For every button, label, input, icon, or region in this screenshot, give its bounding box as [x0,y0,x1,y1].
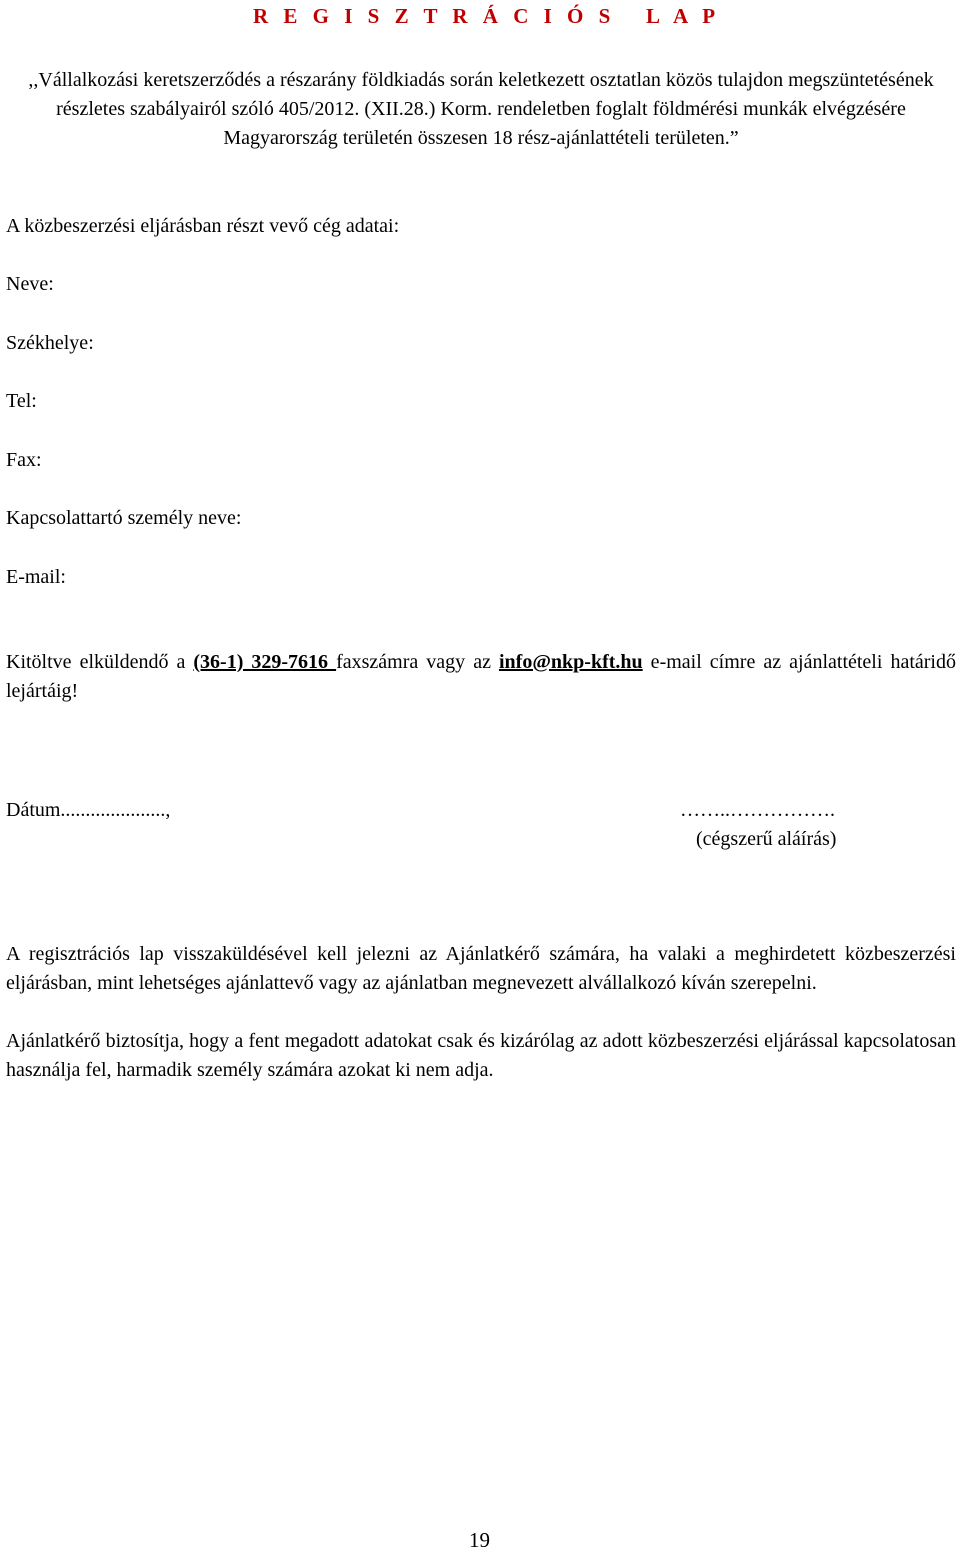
contract-subject: ,,Vállalkozási keretszerződés a részarány földkiadás során keletkezett osztatlan közös tulajdon megszüntetésének részletes szabályairól szóló 405/2012. (XII.28.) Korm. rendeletben foglalt földmérési munkák elvégzésére Magyarország területén összesen 18 rész-ajánlattételi területen.” [28,69,934,149]
company-data-heading: A közbeszerzési eljárásban részt vevő cég adatai: [6,215,400,237]
date-field: Dátum....................., [6,799,171,821]
field-fax-label: Fax: [6,449,42,471]
field-contact-label: Kapcsolattartó személy neve: [6,507,242,529]
send-instructions [6,648,956,706]
field-email-label: E-mail: [6,566,66,588]
signature-line: ……..……………. [680,799,835,821]
fax-number: (36-1) 329-7616 [193,651,337,673]
send-text-part3: e-mail címre az ajánlattételi határidő lejártáig! [6,651,956,702]
send-text-part2: faxszámra vagy az [336,651,499,673]
field-seat-label: Székhelye: [6,332,94,354]
page-number: 19 [469,1528,490,1552]
page-title: R E G I S Z T R Á C I Ó S L A P [253,4,721,28]
notice-paragraph-2: Ajánlatkérő biztosítja, hogy a fent megadott adatokat csak és kizárólag az adott közbeszerzési eljárással kapcsolatosan használja fel, harmadik személy számára azokat ki nem adja. [6,1030,956,1081]
email-address-link[interactable]: info@nkp-kft.hu [498,651,643,673]
field-tel-label: Tel: [6,390,37,412]
notice-paragraph-1: A regisztrációs lap visszaküldésével kell jelezni az Ajánlatkérő számára, ha valaki a meghirdetett közbeszerzési eljárásban, mint lehetséges ajánlattevő vagy az ajánlatban megnevezett alvállalkozó kíván szerepelni. [6,943,956,994]
send-text-part1: Kitöltve elküldendő a [6,651,194,673]
signature-caption: (cégszerű aláírás) [696,828,837,850]
field-name-label: Neve: [6,273,54,295]
